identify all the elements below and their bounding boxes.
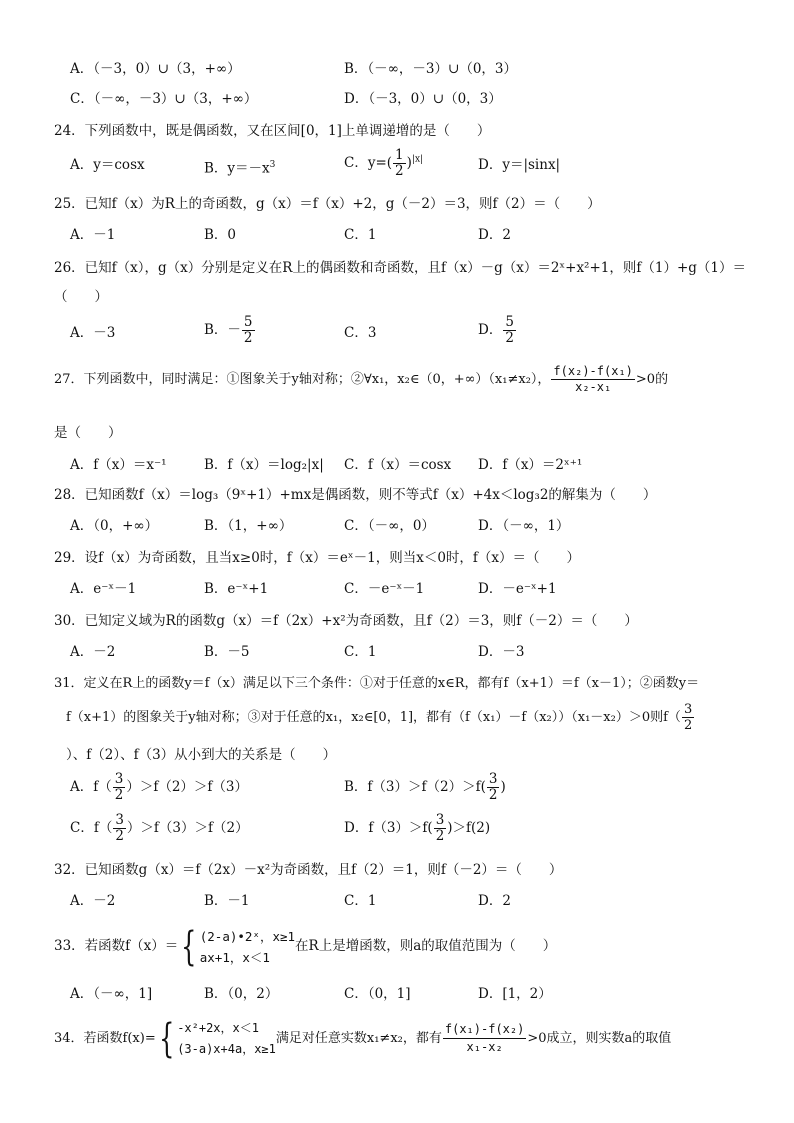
fraction-denominator: 2 [115, 828, 124, 844]
q33-option-b: B．（0，2） [204, 986, 279, 1002]
q31-option-d-pre: D．f（3）＞f( [344, 820, 433, 836]
q24-option-b-exponent: 3 [269, 160, 276, 170]
q31-option-b-fraction [487, 772, 500, 803]
q31-option-a-pre: A．f（ [70, 779, 112, 795]
q31-option-c-post: ）＞f（3）＞f（2） [126, 820, 249, 836]
fraction-denominator: 2 [488, 787, 498, 803]
q29-option-c: C．－e⁻ˣ－1 [344, 581, 425, 597]
q31-option-c [70, 813, 249, 844]
fraction-numerator: f(x₂)-f(x₁) [553, 364, 633, 378]
q31-option-c-pre: C．f（ [70, 820, 113, 836]
q31-option-b [344, 772, 506, 803]
q26-option-d-fraction [503, 315, 516, 346]
q31-option-d-post: )＞f(2) [447, 820, 491, 836]
q28-option-c: C．（－∞，0） [344, 518, 435, 534]
q24-stem: 24．下列函数中，既是偶函数，又在区间[0，1]上单调递增的是（ ） [54, 123, 491, 139]
q29-option-a: A．e⁻ˣ－1 [70, 581, 137, 597]
q31-option-b-post: ) [500, 779, 506, 795]
q34-case-2: (3-a)x+4a，x≥1 [177, 1041, 276, 1056]
q24-option-d: D．y＝|sinx| [478, 157, 561, 173]
q26-option-b-text: B．－ [204, 322, 241, 338]
q34-stem-post: >0成立，则实数a的取值 [527, 1031, 672, 1046]
fraction-numerator: 3 [435, 812, 445, 828]
q33-stem-post: 在R上是增函数，则a的取值范围为（ ） [295, 938, 557, 954]
q33-option-d: D．[1，2） [478, 986, 552, 1002]
fraction-numerator: 3 [114, 771, 124, 787]
q28-stem: 28．已知函数f（x）＝log₃（9ˣ+1）+mx是偶函数，则不等式f（x）+4x＜log₃2的解集为（ ） [54, 487, 657, 503]
q31-option-a-post: ）＞f（2）＞f（3） [126, 779, 249, 795]
fraction-denominator: 2 [114, 787, 124, 803]
q33-stem [54, 924, 750, 968]
fraction-denominator: 2 [505, 330, 514, 346]
q32-option-a: A．－2 [70, 893, 116, 909]
fraction-denominator: 2 [243, 330, 253, 346]
q33-case-2: ax+1，x＜1 [199, 949, 270, 965]
q27-stem [54, 364, 750, 395]
q31-stem-line1: 31．定义在R上的函数y＝f（x）满足以下三个条件：①对于任意的x∈R，都有f（x+1）＝f（x－1）；②函数y＝ [54, 676, 700, 691]
q32-option-d: D．2 [478, 893, 511, 909]
q34-fraction [443, 1021, 526, 1056]
q31-option-a [70, 772, 248, 803]
fraction-numerator: 3 [115, 812, 124, 828]
fraction-denominator: x₂-x₁ [575, 380, 612, 394]
q27-option-a: A．f（x）＝x⁻¹ [70, 457, 167, 473]
q27-fraction [551, 364, 634, 395]
fraction-numerator: 5 [243, 314, 253, 330]
fraction-numerator: 5 [505, 314, 514, 330]
fraction-denominator: 2 [683, 718, 693, 733]
q26-option-b-fraction [242, 315, 255, 346]
q27-option-c: C．f（x）＝cosx [344, 457, 452, 473]
q29-option-b: B．e⁻ˣ+1 [204, 581, 269, 597]
left-brace-icon: { [158, 1015, 175, 1062]
fraction-denominator: 2 [395, 163, 404, 179]
q26-option-a: A．－3 [70, 325, 116, 341]
q31-stem-line3: ）、f（2）、f（3）从小到大的关系是（ ） [66, 747, 337, 763]
q33-option-c: C．（0，1] [344, 986, 411, 1002]
q24-option-c-exponent: |x| [411, 154, 424, 165]
q34-case-1: -x²+2x，x＜1 [177, 1020, 259, 1035]
q24-option-c [344, 148, 423, 179]
q31-stem-fraction [682, 702, 694, 733]
q25-option-b: B．0 [204, 227, 237, 243]
q23-option-d: D．（－3，0）∪（0，3） [344, 91, 502, 107]
q30-option-c: C．1 [344, 644, 377, 660]
q31-option-d-fraction [434, 813, 447, 844]
q24-option-a: A．y＝cosx [70, 157, 145, 173]
q25-option-c: C．1 [344, 227, 377, 243]
q24-option-c-text: C．y=( [344, 155, 393, 171]
q25-option-a: A．－1 [70, 227, 116, 243]
q26-option-c: C．3 [344, 325, 377, 341]
q31-option-c-fraction [113, 813, 126, 844]
q27-option-d: D．f（x）＝2ˣ⁺¹ [478, 457, 583, 473]
q30-option-b: B．－5 [204, 644, 250, 660]
q32-option-c: C．1 [344, 893, 377, 909]
q33-case-1: (2-a)•2ˣ，x≥1 [199, 928, 296, 944]
q34-stem-mid: 满足对任意实数x₁≠x₂，都有 [275, 1031, 442, 1046]
q24-option-c-close: ) [406, 155, 412, 171]
q31-option-a-fraction [113, 772, 126, 803]
q32-option-b: B．－1 [204, 893, 250, 909]
q24-option-c-fraction [393, 148, 406, 179]
left-brace-icon: { [181, 923, 197, 970]
q28-option-a: A．（0，+∞） [70, 518, 159, 534]
q28-option-d: D．（－∞，1） [478, 518, 570, 534]
q34-stem-pre: 34．若函数f(x)= [54, 1031, 156, 1046]
q30-stem: 30．已知定义域为R的函数g（x）＝f（2x）+x²为奇函数，且f（2）＝3，则f（－2）＝（ ） [54, 613, 638, 629]
q26-stem-blank: （ ） [54, 289, 108, 305]
q31-option-d [344, 813, 490, 844]
q34-piecewise [177, 1018, 276, 1060]
q27-stem-end: >0的 [635, 372, 669, 387]
q33-piecewise [200, 926, 295, 968]
fraction-numerator: 3 [488, 771, 498, 787]
q26-option-b [204, 315, 256, 346]
fraction-denominator: 2 [435, 828, 445, 844]
q32-stem: 32．已知函数g（x）＝f（2x）－x²为奇函数，且f（2）＝1，则f（－2）＝（ ） [54, 862, 563, 878]
q31-stem-line2-text: f（x+1）的图象关于y轴对称；③对于任意的x₁，x₂∈[0，1]，都有（f（x₁）－f（x₂））（x₁－x₂）＞0则f（ [66, 710, 681, 725]
q24-option-b-text: B．y＝－x [204, 160, 270, 177]
q31-stem-line2 [66, 702, 750, 733]
q25-stem: 25．已知f（x）为R上的奇函数，g（x）＝f（x）+2，g（－2）＝3，则f（2）＝（ ） [54, 196, 601, 212]
q27-option-b: B．f（x）＝log₂|x| [204, 457, 324, 473]
q31-option-b-pre: B．f（3）＞f（2）＞f( [344, 779, 486, 795]
q26-option-d [478, 315, 517, 346]
q33-option-a: A．（－∞，1] [70, 986, 153, 1002]
fraction-numerator: 1 [395, 147, 404, 163]
q26-stem: 26．已知f（x），g（x）分别是定义在R上的偶函数和奇函数，且f（x）－g（x）＝2ˣ+x²+1，则f（1）+g（1）＝ [54, 260, 746, 276]
q28-option-b: B．（1，+∞） [204, 518, 293, 534]
q30-option-d: D．－3 [478, 644, 525, 660]
q29-stem: 29．设f（x）为奇函数，且当x≥0时，f（x）＝eˣ－1，则当x＜0时，f（x）＝（ ） [54, 550, 581, 566]
q23-option-b: B．（－∞，－3）∪（0，3） [344, 61, 517, 77]
fraction-numerator: f(x₁)-f(x₂) [443, 1021, 526, 1039]
q25-option-d: D．2 [478, 227, 511, 243]
q26-option-d-text: D． [478, 322, 503, 338]
fraction-numerator: 3 [683, 702, 693, 717]
q23-option-c: C．（－∞，－3）∪（3，+∞） [70, 91, 258, 107]
q34-stem [54, 1017, 750, 1061]
q23-option-a: A．（－3，0）∪（3，+∞） [70, 61, 241, 77]
q27-stem-line2: 是（ ） [54, 425, 122, 441]
q24-option-b [204, 156, 275, 178]
q33-stem-pre: 33．若函数f（x）＝ [54, 938, 179, 954]
fraction-denominator: x₁-x₂ [466, 1040, 503, 1054]
q30-option-a: A．－2 [70, 644, 116, 660]
q29-option-d: D．－e⁻ˣ+1 [478, 581, 557, 597]
q27-stem-text: 27．下列函数中，同时满足：①图象关于y轴对称；②∀x₁，x₂∈（0，+∞）（x₁≠x₂）， [54, 372, 551, 387]
